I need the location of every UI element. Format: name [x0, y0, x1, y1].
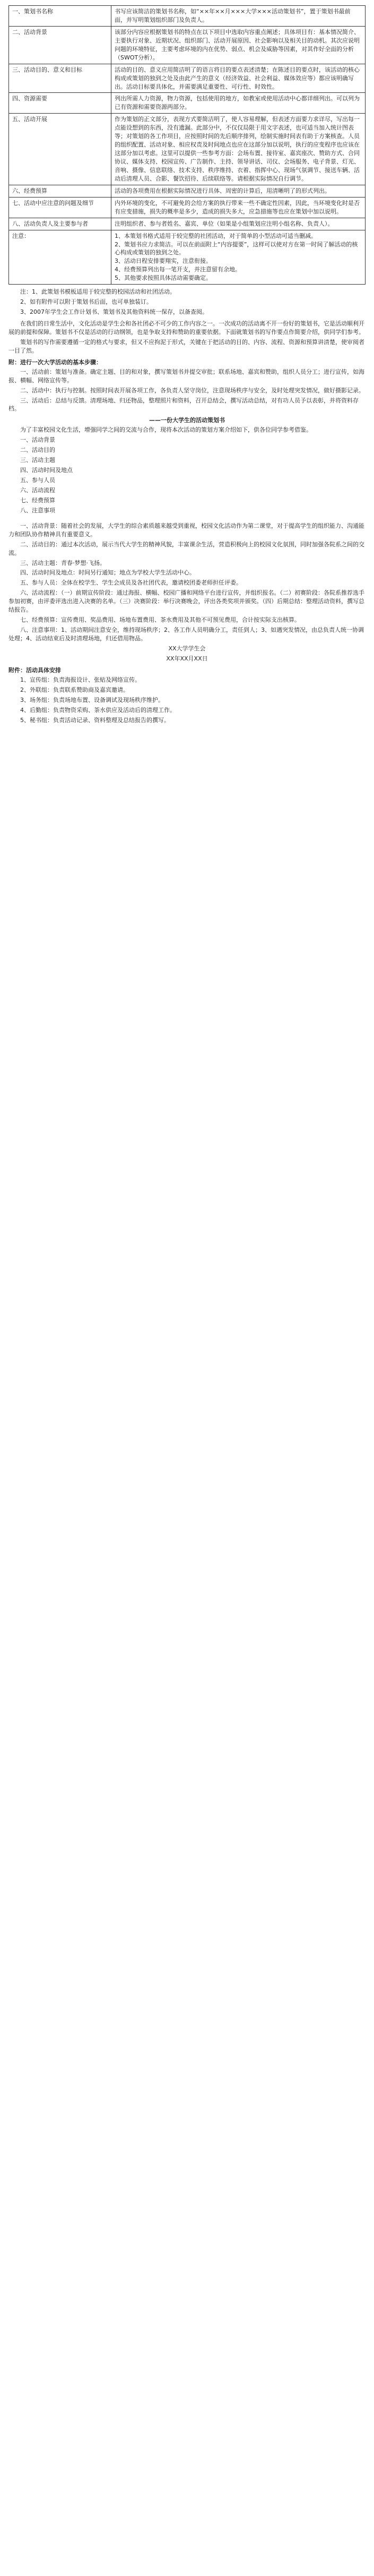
row-label: 二、活动背景 — [9, 26, 111, 64]
appendix-item: 2、外联组：负责联系赞助商及嘉宾邀请。 — [20, 686, 129, 693]
notes-cell — [111, 230, 366, 285]
row-value: 注明组织者、参与者姓名、嘉宾、单位（如果是小组策划应注明小组名称、负责人）。 — [111, 218, 366, 230]
row-value: 列出所需人力资源，物力资源，包括使用的地方，如教室或使用活动中心都详细列出。可以列为已有资源和需要资源两部分。 — [111, 93, 366, 114]
table-row — [9, 230, 366, 285]
appendix-item: 5、秘书组：负责活动记录、资料整理及总结报告的撰写。 — [20, 716, 170, 724]
note-item: 1、本策划书格式适用于较完整的社团活动，对于简单的小型活动可适当删减。 — [115, 232, 317, 239]
appendix-item: 1、宣传组：负责海报设计、张贴及网络宣传。 — [20, 676, 141, 683]
toc-item: 五、参与人员 — [20, 477, 55, 484]
row-label: 六、经费预算 — [9, 185, 111, 197]
paragraph: 三、活动主题：青春·梦想·飞扬。 — [20, 559, 106, 566]
example-section — [8, 416, 366, 663]
toc-item: 二、活动目的 — [20, 446, 55, 454]
row-label: 四、资源需要 — [9, 93, 111, 114]
step-item: 三、活动后：总结与反馈。清理场地、归还物品，整理照片和资料，召开总结会，撰写活动总结，对有功人员予以表彰，并将资料存档。 — [8, 397, 359, 413]
paragraph: 策划书的写作需要遵循一定的格式与要求，但又不应拘泥于形式，关键在于把活动的目的、内容、流程、资源和预算讲清楚，使审阅者一目了然。 — [8, 338, 364, 354]
paragraph: 四、活动时间及地点：时间另行通知；地点为学校大学生活动中心。 — [20, 569, 195, 577]
paragraph: 注：1、此策划书模板适用于较完整的校园活动和社团活动。 — [20, 288, 176, 296]
step-item: 一、活动前：策划与准备。确定主题、目的和对象，撰写策划书并提交审批；联系场地、嘉宾和赞助，组织人员分工；进行宣传，如海报、横幅、网络宣传等。 — [8, 368, 364, 384]
toc-item: 六、活动流程 — [20, 486, 55, 494]
paragraph: 七、经费预算：宣传费用、奖品费用、场地布置费用、茶水费用及其他不可预见费用，合计按实际支出核算。 — [20, 616, 300, 624]
table-row — [9, 197, 366, 218]
paragraph: 五、参与人员：全体在校学生、学生会成员及各社团代表，邀请校团委老师担任评委。 — [20, 579, 242, 587]
paragraph: 2、如有附件可以附于策划书后面，也可单独装订。 — [20, 298, 152, 306]
after-table-notes — [8, 288, 366, 316]
notes-label: 注意： — [9, 230, 111, 285]
paragraph: 在我们的日常生活中，文化活动是学生会和各社团必不可少的工作内容之一。一次成功的活动离不开一份好的策划书，它是活动顺利开展的前提和保障。策划书不仅是活动的行动纲领，也是争取支持和赞助的重要依据。下面就策划书的写作要点作简要介绍，供同学们参考。 — [8, 320, 364, 336]
row-value: 该部分内容应根据策划书的特点在以下项目中选取内容重点阐述；具体项目有：基本情况简介、主要执行对象、近期状况、组织部门、活动开展原因、社会影响以及相关目的动机。其次应说明问题的环境特征，主要考虑环境的内在优势、弱点、机会及威胁等因素，对其作好全面的分析（SWOT分析）。 — [111, 26, 366, 64]
table-row — [9, 185, 366, 197]
note-item: 3、活动日程安排要翔实，注意衔接。 — [115, 257, 212, 265]
paragraph: 二、活动目的：通过本次活动，展示当代大学生的精神风貌，丰富课余生活，营造积极向上的校园文化氛围，同时加强各院系之间的交流。 — [8, 540, 364, 556]
paragraph: 为了丰富校园文化生活，增强同学之间的交流与合作，现将本次活动的策划方案介绍如下，供各位同学参考借鉴。 — [20, 426, 312, 434]
paragraph: 一、活动背景：随着社会的发展，大学生的综合素质越来越受到重视，校园文化活动作为第二课堂，对于提高学生的组织能力、沟通能力和团队协作精神具有重要意义。 — [8, 522, 364, 538]
note-item: 4、经费预算列出每一笔开支，并注意留有余地。 — [115, 266, 241, 273]
appendix-section — [8, 666, 366, 725]
row-label: 五、活动开展 — [9, 114, 111, 185]
example-toc — [8, 436, 366, 515]
example-title: ——一份大学生的活动策划书 — [149, 417, 225, 424]
appendix-item: 3、场务组：负责场地布置、设备调试及现场秩序维护。 — [20, 696, 164, 703]
paragraph: 3、2007年学生会工作计划书、策划书及其他资料统一保存，以备查阅。 — [20, 308, 208, 316]
table-row — [9, 218, 366, 230]
row-label: 八、活动负责人及主要参与者 — [9, 218, 111, 230]
body-section-1 — [8, 320, 366, 355]
paragraph: 八、注意事项：1、活动期间注意安全，维持现场秩序；2、各工作人员明确分工，责任到人；3、如遇突发情况，由总负责人统一协调处理；4、活动结束后及时清理场地，归还借用物品。 — [8, 626, 364, 642]
step-item: 二、活动中：执行与控制。按照时间表开展各项工作，各负责人坚守岗位，注意现场秩序与安全，及时处理突发情况，做好摄影记录。 — [20, 387, 364, 394]
appendix-heading: 附件：活动具体安排 — [8, 666, 61, 674]
paragraph: 六、活动流程：（一）前期宣传阶段：通过海报、横幅、校园广播和网络平台进行宣传，并组织报名。（二）初赛阶段：各院系推荐选手参加初赛，由评委评选出进入决赛的名单。（三）决赛阶段：举行决赛晚会，评出各类奖项并颁奖。（四）后期总结：整理活动资料，撰写总结报告。 — [8, 589, 364, 614]
table-row — [9, 114, 366, 185]
row-label: 一、策划书名称 — [9, 6, 111, 27]
row-value: 活动的各项费用在根据实际情况进行具体、周密的计算后，用清晰明了的形式列出。 — [111, 185, 366, 197]
toc-item: 一、活动背景 — [20, 436, 55, 444]
toc-item: 四、活动时间及地点 — [20, 467, 73, 474]
row-value: 作为策划的正文部分，表现方式要简洁明了，使人容易理解，但表述方面要力求详尽，写出每一点能设想到的东西，没有遗漏。此部分中，不仅仅局限于用文字表述，也可适当加入统计图表等；对策划的各工作项目，应按照时间的先后顺序排列，绘制实施时间表有助于方案核查。人员的组织配置、活动对象、相应权责及时间地点也应在这部分加以说明，执行的应变程序也应该在这部分加以考虑。这里可以提供一些参考方面：会场布置、接待室、嘉宾座次、赞助方式、合同协议、媒体支持、校园宣传、广告制作、主持、领导讲话、司仪、会场服务、电子背景、灯光、音响、摄像、信息联络、技术支持、秩序维持、衣着、指挥中心、现场气氛调节、接送车辆、活动后清理人员、合影、餐饮招待、后续联络等。请根据实际情况自行调节。 — [111, 114, 366, 185]
note-item: 2、策划书应力求简洁。可以在前面附上“内容提要”，这样可以使对方在第一时间了解活动的核心构成或策划的独到之处。 — [115, 241, 358, 256]
table-row — [9, 26, 366, 64]
table-row — [9, 93, 366, 114]
section-heading: 附：进行一次大学活动的基本步骤： — [8, 358, 102, 366]
row-value: 内外环境的变化，不可避免的会给方案的执行带来一些不确定性因素，因此，当环境变化时是否有应变措施，损失的概率是多少，造成的损失多大，应急措施等也应在策划中加以说明。 — [111, 197, 366, 218]
table-row — [9, 6, 366, 27]
note-item: 5、其他要求按照具体活动需要确定。 — [115, 274, 212, 282]
row-label: 七、活动中应注意的问题及细节 — [9, 197, 111, 218]
row-label: 三、活动目的、意义和目标 — [9, 64, 111, 93]
table-row — [9, 64, 366, 93]
toc-item: 三、活动主题 — [20, 457, 55, 464]
signature-org: XX大学学生会 — [168, 645, 206, 652]
row-value: 活动的目的、意义应用简洁明了的语言将目的要点表述清楚；在陈述目的要点时，该活动的核心构成或策划的独到之处及由此产生的意义（经济效益、社会利益、媒体效应等）都应该明确写出。活动目标要具体化，并需要满足重要性、可行性、时效性。 — [111, 64, 366, 93]
signature-date: XX年XX月XX日 — [166, 655, 208, 662]
appendix-item: 4、后勤组：负责物资采购、茶水供应及活动后的清理工作。 — [20, 706, 176, 714]
steps-section — [8, 358, 366, 414]
row-value: 书写应该简洁的策划书名称，如“××年××月×××大学×××活动策划书”，置于策划书最前面，并写明策划组织部门及负责人。 — [111, 6, 366, 27]
toc-item: 八、注意事项 — [20, 506, 55, 514]
toc-item: 七、经费预算 — [20, 496, 55, 504]
plan-outline-table — [8, 5, 366, 285]
